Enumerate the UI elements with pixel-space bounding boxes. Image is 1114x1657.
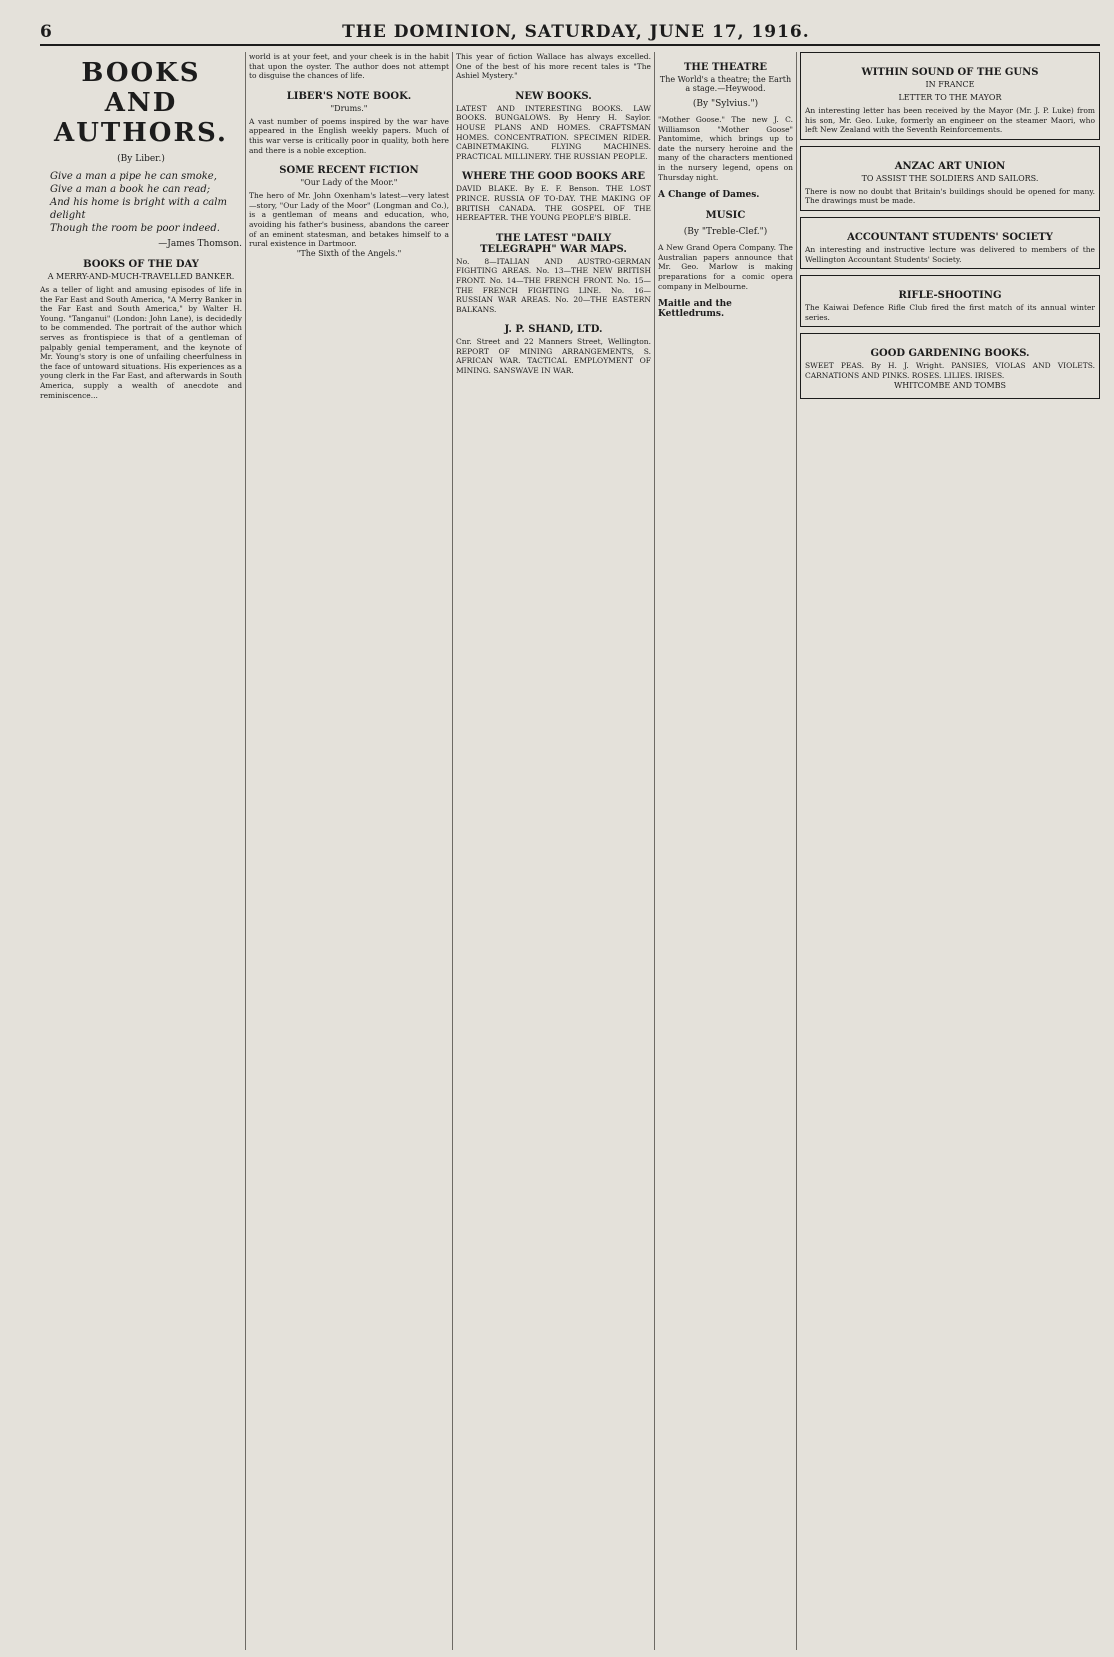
article-body: An interesting and instructive lecture was delivered to members of the Wellington Accountant Students' Society. xyxy=(805,244,1095,264)
article-body: "Mother Goose." The new J. C. Williamson "Mother Goose" Pantomime, which brings up to date the nursery heroine and the many of the characters mentioned in the nursery legend, opens on Thursday night. xyxy=(658,115,793,182)
article-guns-letter xyxy=(800,52,1100,140)
article-subheadline: "Drums." xyxy=(330,103,368,113)
article-headline: ANZAC ART UNION xyxy=(894,160,1006,172)
column-books-and-authors xyxy=(40,52,242,1650)
article-headline: J. P. SHAND, LTD. xyxy=(504,324,603,336)
article-rifle xyxy=(800,275,1100,327)
ad-gardening-books xyxy=(800,333,1100,398)
article-headline: GOOD GARDENING BOOKS. xyxy=(870,348,1030,360)
book-list: SWEET PEAS. By H. J. Wright. PANSIES, VIOLAS AND VIOLETS. CARNATIONS AND PINKS. ROSES. LILIES. IRISES. xyxy=(805,361,1095,380)
article-headline: SOME RECENT FICTION xyxy=(279,165,419,177)
article-subheadline: A Change of Dames. xyxy=(658,190,760,201)
article-body: Cnr. Street and 22 Manners Street, Wellington. REPORT OF MINING ARRANGEMENTS, S. AFRICAN WAR. TACTICAL EMPLOYMENT OF MINING. SANSWAVE IN WAR. xyxy=(456,337,651,376)
article-subheadline: Maitle and the Kettledrums. xyxy=(658,299,732,320)
article-headline: WHERE THE GOOD BOOKS ARE xyxy=(462,171,645,183)
poem-line: Give a man a pipe he can smoke, xyxy=(50,171,217,182)
article-subheadline: "Our Lady of the Moor." xyxy=(300,178,398,188)
article-subheadline: A MERRY-AND-MUCH-TRAVELLED BANKER. xyxy=(47,272,235,281)
article-headline: MUSIC xyxy=(705,210,746,222)
article-headline: LIBER'S NOTE BOOK. xyxy=(286,90,412,102)
article-subheadline: The World's a theatre; the Earth a stage.—Heywood. xyxy=(659,75,792,93)
article-subheadline: IN FRANCE xyxy=(925,80,975,89)
article-body: As a teller of light and amusing episodes of life in the Far East and South America, "A Merry Banker in the Far East and South America," by Walter H. Young. "Tanganui" (London: John Lane), is decidedly to be commended. The portrait of the author which serves as frontispiece is that of a gentleman of palpably genial temperament, and the keynote of Mr. Young's story is one of unfailing cheerfulness in the face of untoward situations. His experiences as a young clerk in the Far East, and afterwards in South America, supply a wealth of anecdote and reminiscence... xyxy=(40,285,242,400)
column-rule xyxy=(245,52,246,1650)
article-subheadline: LETTER TO THE MAYOR xyxy=(898,93,1002,102)
column-ads-and-news xyxy=(800,52,1100,1650)
page-number: 6 xyxy=(40,22,52,42)
column-liber-notebook xyxy=(249,52,449,1650)
article-body: The Kaiwai Defence Rifle Club fired the first match of its annual winter series. xyxy=(805,303,1095,322)
article-body: world is at your feet, and your cheek is in the habit that upon the oyster. The author does not attempt to disguise the chances of life. xyxy=(249,52,449,81)
column-rule xyxy=(452,52,453,1650)
article-body: This year of fiction Wallace has always excelled. One of the best of his more recent tales is "The Ashiel Mystery." xyxy=(456,52,651,81)
book-list: LATEST AND INTERESTING BOOKS. LAW BOOKS. BUNGALOWS. By Henry H. Saylor. HOUSE PLANS AND HOMES. CRAFTSMAN HOMES. CONCENTRATION. SPECIMEN RIDER. CABINETMAKING. FLYING MACHINES. PRACTICAL MILLINERY. THE RUSSIAN PEOPLE. xyxy=(456,103,651,161)
poem-author: —James Thomson. xyxy=(158,239,242,249)
article-headline: ACCOUNTANT STUDENTS' SOCIETY xyxy=(847,231,1053,243)
map-list: No. 8—ITALIAN AND AUSTRO-GERMAN FIGHTING AREAS. No. 13—THE NEW BRITISH FRONT. No. 14—THE FRENCH FRONT. No. 15—THE FRENCH FIGHTING LINE. No. 16—RUSSIAN WAR AREAS. No. 20—THE EASTERN BALKANS. xyxy=(456,256,651,314)
bookseller-name: WHITCOMBE AND TOMBS xyxy=(893,380,1006,390)
column-theatre-music xyxy=(658,52,793,1650)
masthead xyxy=(40,18,1100,46)
article-body: There is now no doubt that Britain's buildings should be opened for many. The drawings must be made. xyxy=(805,186,1095,206)
article-anzac xyxy=(800,146,1100,211)
article-subheadline: "The Sixth of the Angels." xyxy=(296,248,402,258)
column-rule xyxy=(654,52,655,1650)
article-body: An interesting letter has been received by the Mayor (Mr. J. P. Luke) from his son, Mr. Geo. Luke, formerly an engineer on the steamer Maori, who left New Zealand with the Seventh Reinforcements. xyxy=(805,106,1095,135)
article-headline: WITHIN SOUND OF THE GUNS xyxy=(861,67,1039,78)
column-new-books xyxy=(456,52,651,1650)
column-rule xyxy=(796,52,797,1650)
byline: (By "Sylvius.") xyxy=(692,99,759,109)
poem-line: And his home is bright with a calm delight xyxy=(50,197,227,221)
article-headline: RIFLE-SHOOTING xyxy=(898,290,1002,302)
article-subheadline: TO ASSIST THE SOLDIERS AND SAILORS. xyxy=(861,173,1039,183)
byline: (By "Treble-Clef.") xyxy=(683,227,768,238)
article-headline: NEW BOOKS. xyxy=(515,90,592,102)
article-body: A vast number of poems inspired by the war have appeared in the English weekly papers. Much of this war verse is critically poor in quality, both here and there is a noble exception. xyxy=(249,116,449,155)
article-headline: THE LATEST "DAILY TELEGRAPH" WAR MAPS. xyxy=(480,232,627,255)
poem-line: Though the room be poor indeed. xyxy=(50,223,220,234)
section-title: BOOKS AND AUTHORS. xyxy=(54,58,228,148)
article-headline: THE THEATRE xyxy=(683,62,768,73)
poem-line: Give a man a book he can read; xyxy=(50,184,211,195)
article-headline: BOOKS OF THE DAY xyxy=(83,259,199,270)
article-accountant xyxy=(800,217,1100,269)
epigraph-poem xyxy=(50,170,242,235)
newspaper-title: THE DOMINION, SATURDAY, JUNE 17, 1916. xyxy=(342,22,810,42)
byline: (By Liber.) xyxy=(117,154,165,164)
article-body: The hero of Mr. John Oxenham's latest—very latest—story, "Our Lady of the Moor" (Longman and Co.), is a gentleman of means and education, who, avoiding his father's business, abandons the career of an eminent statesman, and betakes himself to a rural existence in Dartmoor. xyxy=(249,191,449,249)
book-list: DAVID BLAKE. By E. F. Benson. THE LOST PRINCE. RUSSIA OF TO-DAY. THE MAKING OF BRITISH CANADA. THE GOSPEL OF THE HEREAFTER. THE YOUNG PEOPLE'S BIBLE. xyxy=(456,184,651,223)
article-body: A New Grand Opera Company. The Australian papers announce that Mr. Geo. Marlow is making preparations for a comic opera company in Melbourne. xyxy=(658,243,793,291)
